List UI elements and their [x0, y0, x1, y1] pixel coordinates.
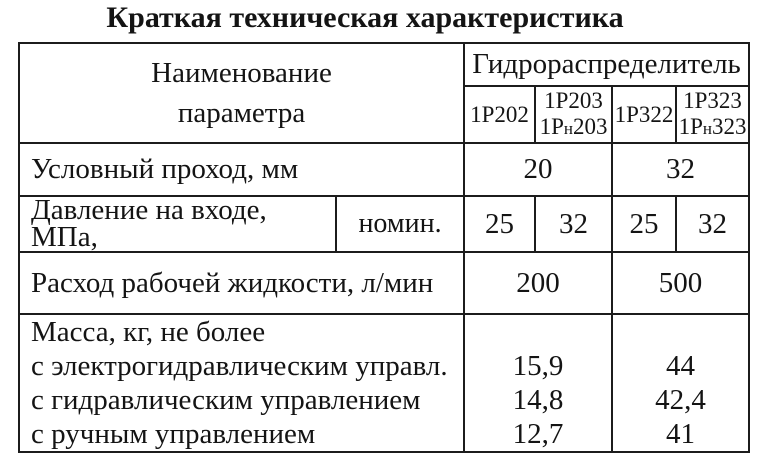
- mass-electrohydraulic-value-20: 15,9: [512, 350, 564, 382]
- model-1rn203-sub: н: [563, 118, 573, 138]
- flow-value-group20: 200: [464, 252, 612, 314]
- mass-values-group20: [464, 314, 612, 452]
- bore-value-group20: 20: [464, 143, 612, 196]
- pressure-label: [19, 196, 336, 252]
- model-1rn203-post: 203: [572, 113, 608, 139]
- row-mass: [19, 314, 749, 452]
- mass-item-hydraulic-label: с гидравлическим управлением: [31, 384, 421, 416]
- model-1r323-line1: 1Р323: [683, 87, 742, 113]
- pressure-label-line2: МПа,: [31, 221, 98, 252]
- model-header-1r203: [535, 86, 612, 143]
- mass-hydraulic-value-20: 14,8: [512, 384, 564, 416]
- pressure-value-3: 25: [612, 196, 676, 252]
- model-1r203-line1: 1Р203: [544, 87, 603, 113]
- group-header-cell: Гидрораспределитель: [464, 43, 749, 86]
- mass-electrohydraulic-value-32: 44: [666, 350, 696, 382]
- flow-value-group32: 500: [612, 252, 749, 314]
- pressure-value-1: 25: [464, 196, 535, 252]
- pressure-qualifier: номин.: [336, 196, 464, 252]
- model-1rn203-line2: [536, 114, 611, 142]
- row-pressure: [19, 196, 749, 252]
- model-1rn323-sub: н: [702, 118, 712, 138]
- mass-label-cell: [19, 314, 464, 452]
- mass-hydraulic-value-32: 42,4: [655, 384, 706, 416]
- mass-header: Масса, кг, не более: [31, 316, 266, 348]
- model-header-1r323: [676, 86, 749, 143]
- mass-item-manual-label: с ручным управлением: [31, 418, 316, 450]
- mass-spacer: [465, 315, 611, 349]
- mass-manual-value-32: 41: [666, 418, 696, 450]
- bore-value-group32: 32: [612, 143, 749, 196]
- model-1rn323-pre: 1Р: [678, 113, 703, 139]
- page-title: Краткая техническая характеристика: [106, 1, 624, 34]
- pressure-label-line1: Давление на входе,: [31, 196, 267, 226]
- mass-manual-value-20: 12,7: [512, 418, 564, 450]
- model-header-1r202: 1Р202: [464, 86, 535, 143]
- flow-label: Расход рабочей жидкости, л/мин: [19, 252, 464, 314]
- mass-spacer: [613, 315, 748, 349]
- model-header-1r322: 1Р322: [612, 86, 676, 143]
- row-flow: [19, 252, 749, 314]
- mass-values-group32: [612, 314, 749, 452]
- param-header-line1: Наименование: [151, 57, 332, 89]
- header-row-1: [19, 43, 749, 86]
- pressure-value-2: 32: [535, 196, 612, 252]
- bore-label: Условный проход, мм: [19, 143, 464, 196]
- param-header-cell: [19, 43, 464, 143]
- param-header-line2: параметра: [177, 97, 306, 129]
- model-1rn323-post: 323: [711, 113, 747, 139]
- row-bore: [19, 143, 749, 196]
- pressure-value-4: 32: [676, 196, 749, 252]
- model-1rn203-pre: 1Р: [539, 113, 564, 139]
- spec-table: [18, 42, 750, 453]
- mass-item-electrohydraulic-label: с электрогидравлическим управл.: [31, 350, 448, 382]
- model-1rn323-line2: [677, 114, 748, 142]
